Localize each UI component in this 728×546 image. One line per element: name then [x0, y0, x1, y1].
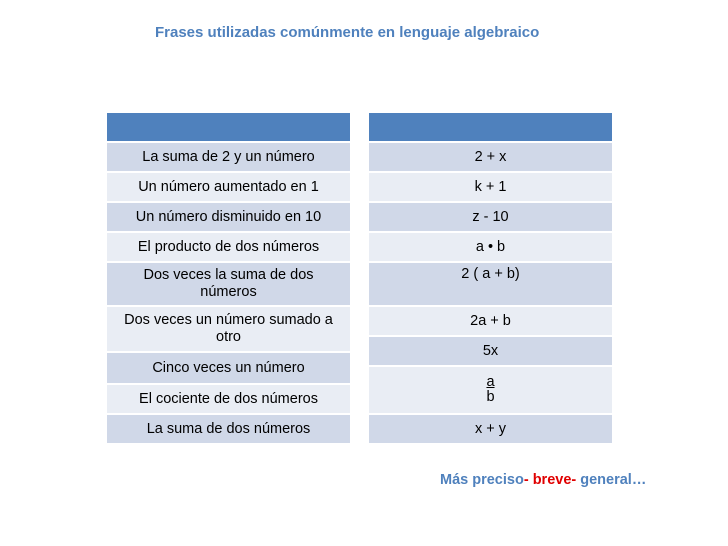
footer-preciso: Más preciso — [440, 472, 524, 488]
left-row-1 — [107, 143, 350, 171]
right-table-header — [369, 113, 612, 141]
right-row-3 — [369, 203, 612, 231]
left-table — [107, 113, 350, 443]
right-cell: 2 ( a + b) — [461, 266, 520, 282]
left-cell: La suma de 2 y un número — [142, 148, 315, 165]
right-cell: 5x — [482, 342, 499, 359]
right-cell: 2a + b — [470, 312, 511, 329]
fraction-numerator: a — [486, 374, 495, 390]
footer-separator: - — [523, 472, 533, 488]
left-cell: Dos veces la suma de dos números — [143, 267, 314, 300]
right-row-6 — [369, 307, 612, 335]
left-row-6 — [107, 307, 350, 351]
right-row-4 — [369, 233, 612, 261]
left-cell: Un número disminuido en 10 — [135, 208, 322, 225]
left-cell: Cinco veces un número — [152, 359, 305, 376]
footer-general: general… — [580, 472, 647, 488]
left-row-4 — [107, 233, 350, 261]
right-row-1 — [369, 143, 612, 171]
right-cell: z - 10 — [472, 208, 509, 225]
left-row-2 — [107, 173, 350, 201]
footer-separator: - — [571, 472, 581, 488]
right-cell: 2 + x — [474, 148, 507, 165]
right-row-7 — [369, 337, 612, 365]
right-cell: x + y — [474, 420, 507, 437]
right-cell: a • b — [475, 238, 506, 255]
left-table-header — [107, 113, 350, 141]
right-row-8 — [369, 367, 612, 413]
right-row-9 — [369, 415, 612, 443]
left-row-3 — [107, 203, 350, 231]
fraction-denominator: b — [486, 389, 495, 405]
left-row-5 — [107, 263, 350, 305]
page-title: Frases utilizadas comúnmente en lenguaje algebraico — [155, 24, 540, 41]
left-cell: Dos veces un número sumado a otro — [124, 312, 333, 345]
right-table — [369, 113, 612, 443]
right-cell: k + 1 — [474, 178, 507, 195]
left-cell: Un número aumentado en 1 — [138, 178, 319, 195]
left-row-7 — [107, 353, 350, 383]
left-cell: La suma de dos números — [146, 420, 311, 437]
left-row-8 — [107, 385, 350, 413]
left-cell: El producto de dos números — [137, 238, 320, 255]
left-cell: El cociente de dos números — [139, 390, 318, 407]
left-row-9 — [107, 415, 350, 443]
right-row-5 — [369, 263, 612, 305]
footer-note — [440, 472, 646, 488]
footer-breve: breve — [532, 472, 572, 488]
fraction — [486, 375, 494, 405]
right-row-2 — [369, 173, 612, 201]
